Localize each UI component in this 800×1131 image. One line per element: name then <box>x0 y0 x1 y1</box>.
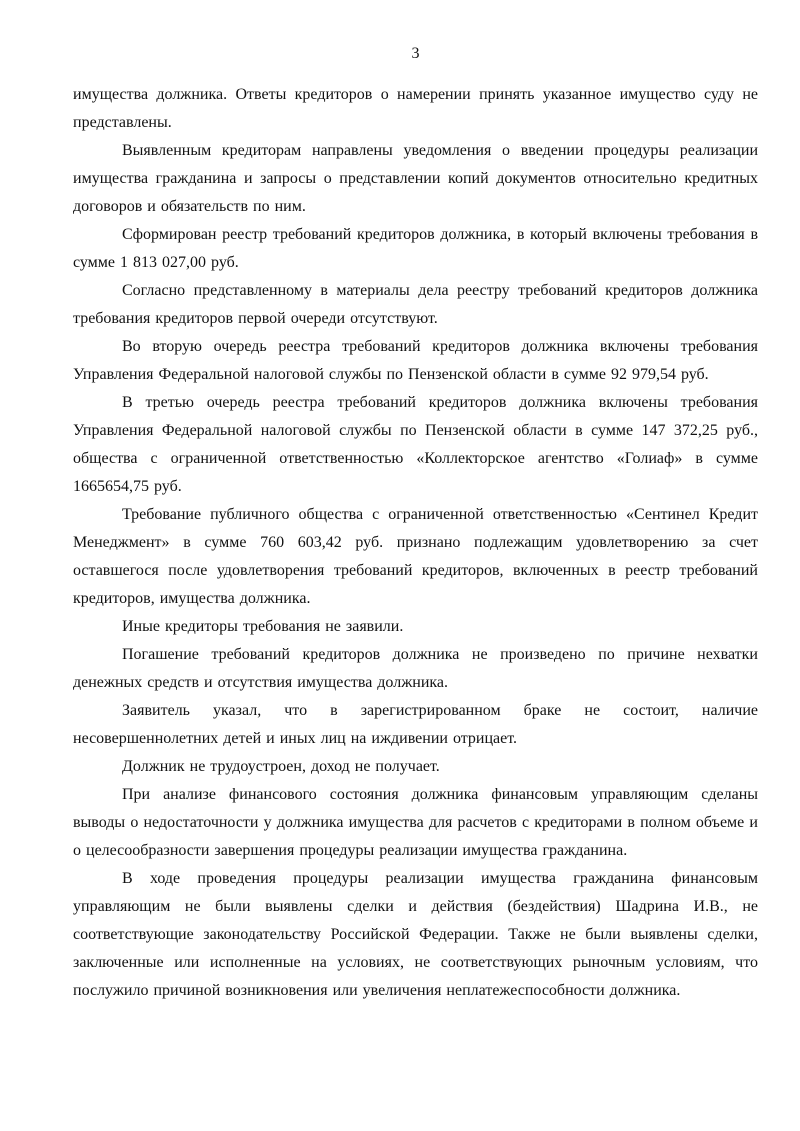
page-number: 3 <box>411 45 420 62</box>
paragraph: Должник не трудоустроен, доход не получает. <box>122 758 440 775</box>
paragraph: При анализе финансового состояния должника финансовым управляющим сделаны выводы о недостаточности у должника имущества для расчетов с кредиторами в полном объеме и о целесообразности завершения процедуры реализации имущества гражданина. <box>73 786 758 859</box>
paragraph: В третью очередь реестра требований кредиторов должника включены требования Управления Федеральной налоговой службы по Пензенской области в сумме 147 372,25 руб., общества с ограниченной ответственностью «Коллекторское агентство «Голиаф» в сумме 1665654,75 руб. <box>73 394 758 495</box>
paragraph: Сформирован реестр требований кредиторов должника, в который включены требования в сумме 1 813 027,00 руб. <box>73 226 758 271</box>
paragraph: В ходе проведения процедуры реализации имущества гражданина финансовым управляющим не были выявлены сделки и действия (бездействия) Шадрина И.В., не соответствующие законодательству Российской Федерации. Также не были выявлены сделки, заключенные или исполненные на условиях, не соответствующих рыночным условиям, что послужило причиной возникновения или увеличения неплатежеспособности должника. <box>73 870 758 999</box>
document-body <box>73 81 758 1005</box>
paragraph-continuation: имущества должника. Ответы кредиторов о намерении принять указанное имущество суду не представлены. <box>73 86 758 131</box>
paragraph: Иные кредиторы требования не заявили. <box>122 618 404 635</box>
paragraph: Во вторую очередь реестра требований кредиторов должника включены требования Управления Федеральной налоговой службы по Пензенской области в сумме 92 979,54 руб. <box>73 338 758 383</box>
paragraph: Погашение требований кредиторов должника не произведено по причине нехватки денежных средств и отсутствия имущества должника. <box>73 646 758 691</box>
paragraph: Требование публичного общества с ограниченной ответственностью «Сентинел Кредит Менеджмент» в сумме 760 603,42 руб. признано подлежащим удовлетворению за счет оставшегося после удовлетворения требований кредиторов, включенных в реестр требований кредиторов, имущества должника. <box>73 506 758 607</box>
paragraph: Выявленным кредиторам направлены уведомления о введении процедуры реализации имущества гражданина и запросы о представлении копий документов относительно кредитных договоров и обязательств по ним. <box>73 142 758 215</box>
paragraph: Заявитель указал, что в зарегистрированном браке не состоит, наличие несовершеннолетних детей и иных лиц на иждивении отрицает. <box>73 702 758 747</box>
paragraph: Согласно представленному в материалы дела реестру требований кредиторов должника требования кредиторов первой очереди отсутствуют. <box>73 282 758 327</box>
